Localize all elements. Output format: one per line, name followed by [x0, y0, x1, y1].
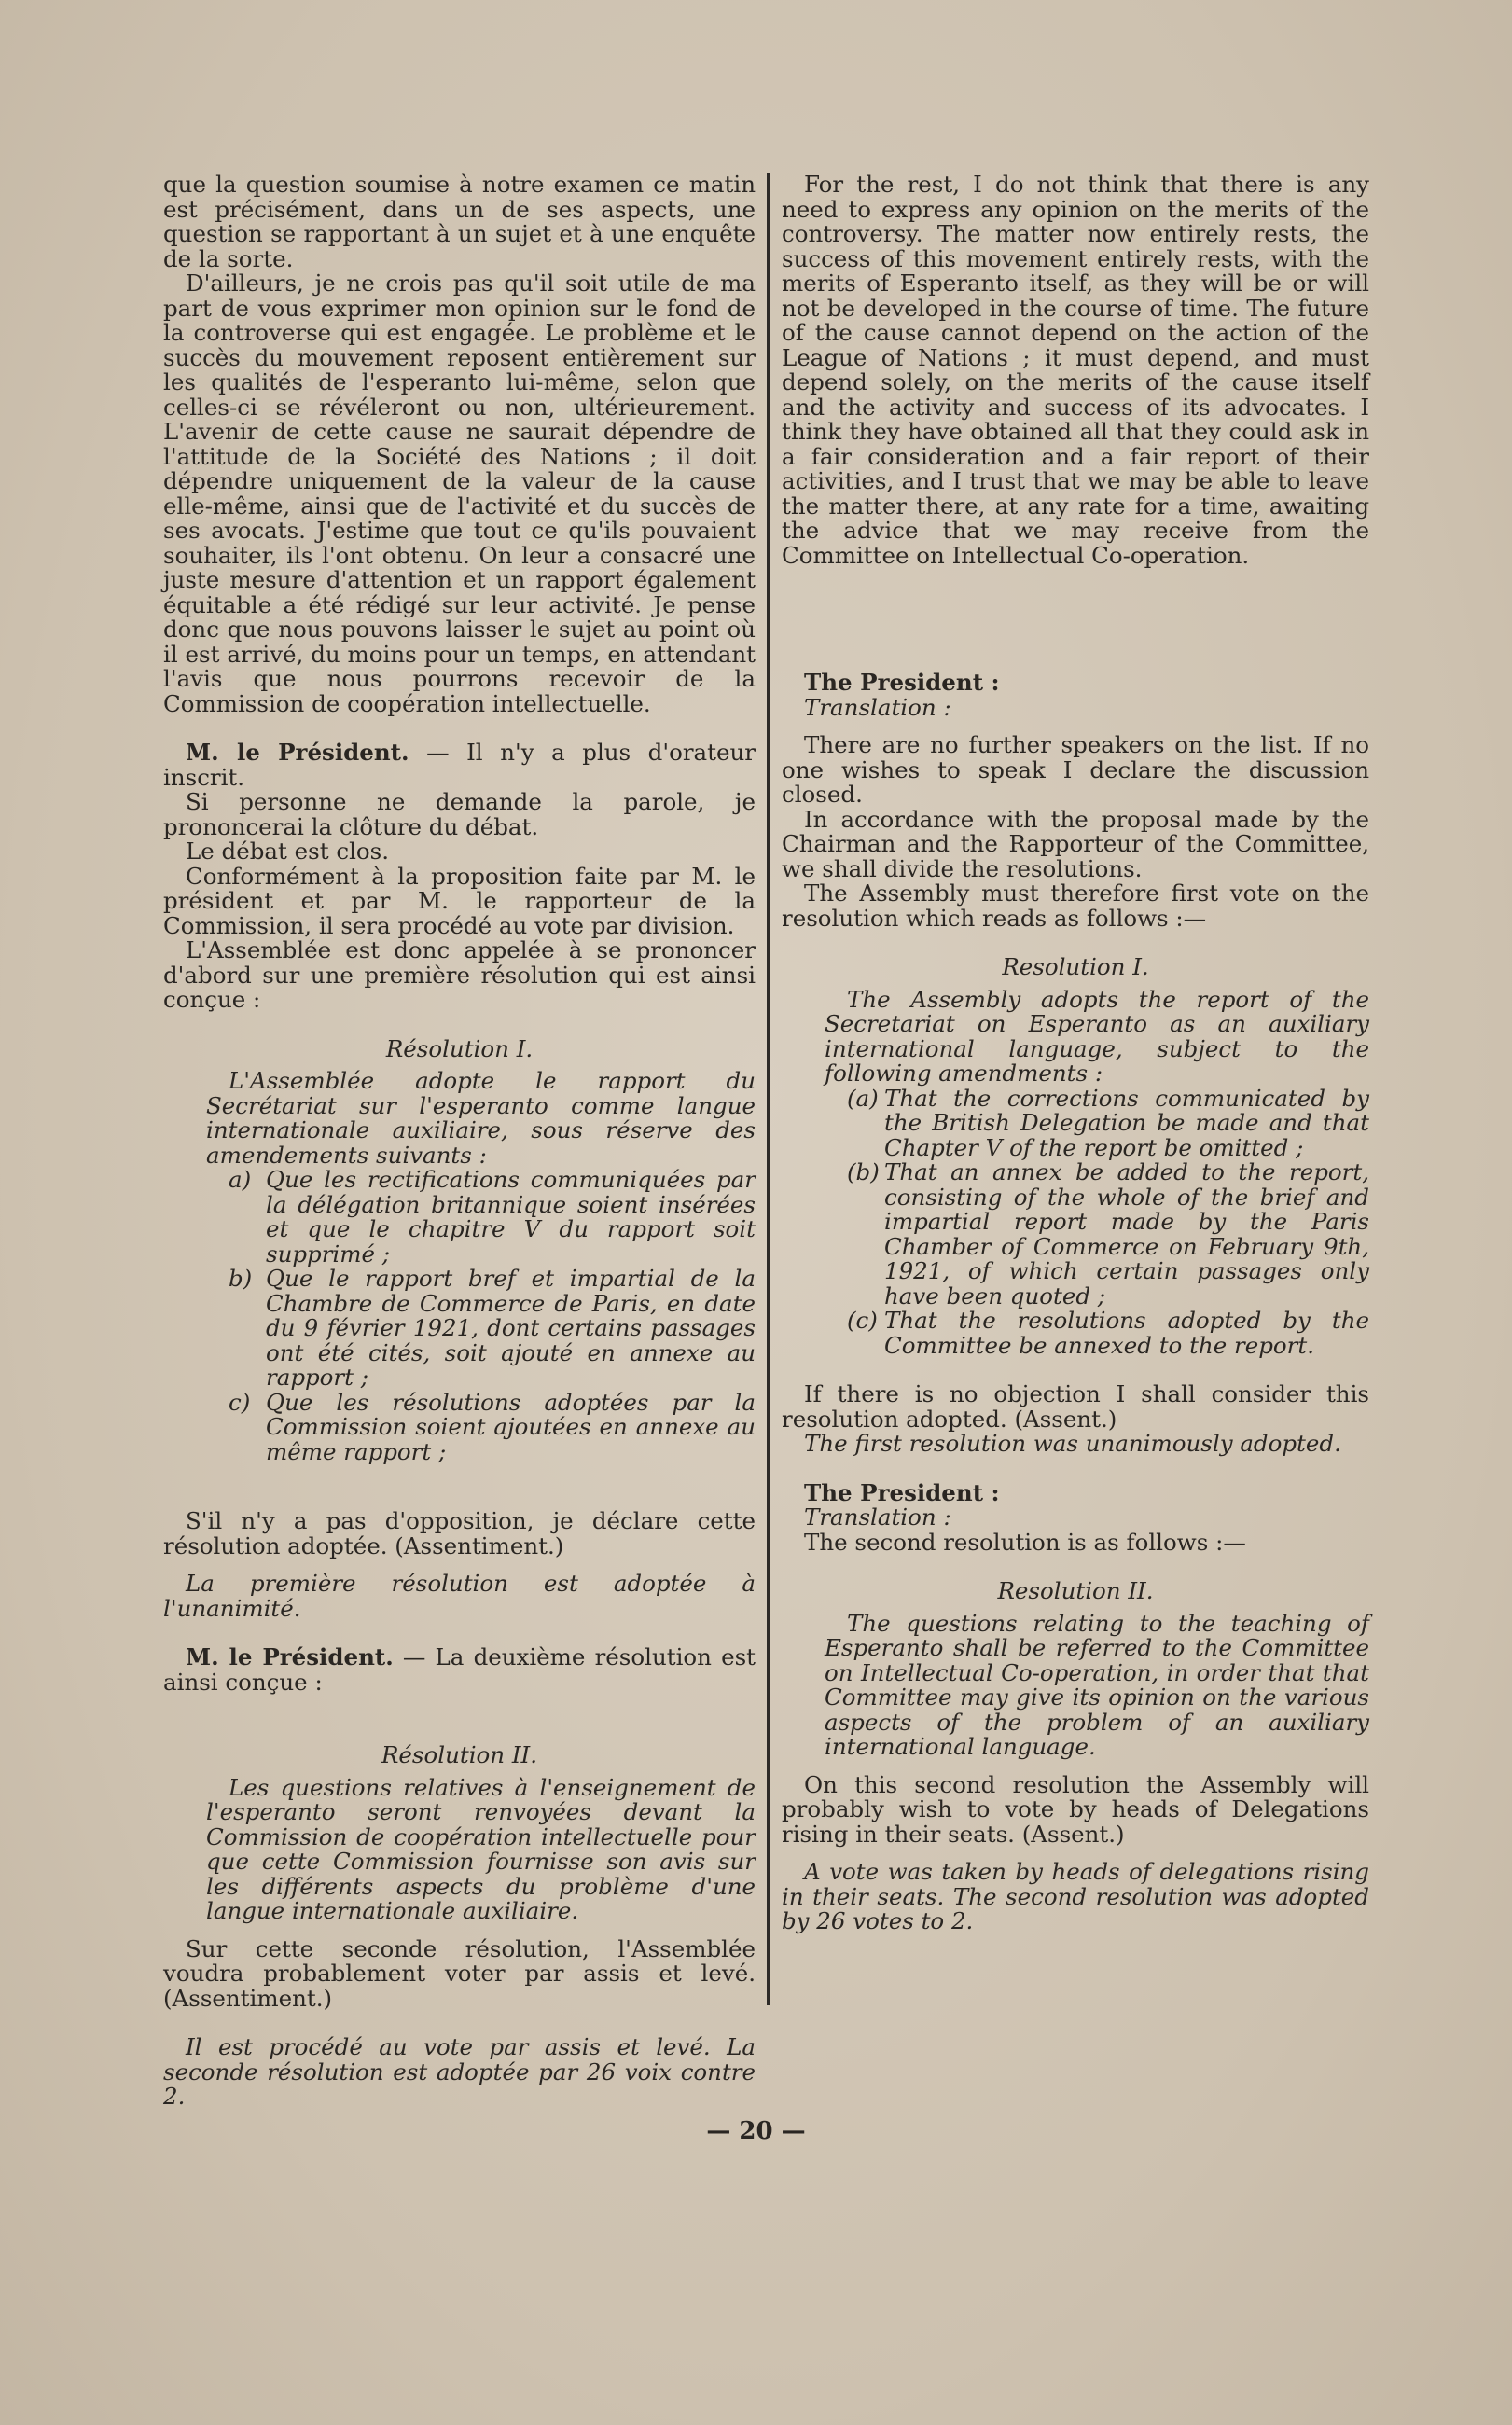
right-amendment-c-label: (c) — [847, 1307, 878, 1334]
right-amendment-b — [847, 1160, 1369, 1309]
left-resolution-2-title: Résolution II. — [381, 1741, 538, 1768]
column-divider — [767, 173, 770, 2005]
left-paragraph-8: Sur cette seconde résolution, l'Assemblée voudra probablement voter par assis et levé. (Assentiment.) — [163, 1934, 756, 2012]
right-paragraph-7: The second resolution is as follows :— — [804, 1528, 1246, 1556]
right-resolution-2-title: Resolution II. — [997, 1577, 1154, 1604]
right-amendment-b-label: (b) — [847, 1158, 880, 1185]
page-number: — 20 — — [706, 2117, 806, 2145]
right-paragraph-6: The first resolution was unanimously adopted. — [804, 1430, 1341, 1457]
left-amendment-a-label: a) — [229, 1166, 252, 1193]
right-translation-label: Translation : — [804, 693, 951, 721]
left-amendment-c — [229, 1388, 756, 1465]
left-resolution-1-title: Résolution I. — [385, 1034, 534, 1062]
right-president-speaker-2: The President : — [804, 1478, 1000, 1506]
left-paragraph-5: L'Assemblée est donc appelée à se prononcer d'abord sur une première résolution qui est ainsi conçue : — [163, 936, 756, 1013]
right-amendment-a-label: (a) — [847, 1084, 879, 1112]
right-paragraph-5: If there is no objection I shall consider this resolution adopted. (Assent.) — [782, 1380, 1369, 1433]
left-resolution-1-intro: L'Assemblée adopte le rapport du Secrétariat sur l'esperanto comme langue internationale auxiliaire, sous réserve des amendements suivants : — [206, 1067, 756, 1169]
left-paragraph-9: Il est procédé au vote par assis et levé. La seconde résolution est adoptée par 26 voix contre 2. — [163, 2033, 756, 2110]
left-amendment-a — [229, 1168, 756, 1267]
right-paragraph-8: On this second resolution the Assembly will probably wish to vote by heads of Delegations rising in their seats. (Assent.) — [782, 1770, 1369, 1848]
right-resolution-2-body: The questions relating to the teaching of Esperanto shall be referred to the Committee on Intellectual Co-operation, in order that that Committee may give its opinion on the various aspects of the problem of an auxiliary international language. — [825, 1609, 1369, 1760]
right-resolution-1-title: Resolution I. — [1002, 953, 1149, 980]
left-paragraph-1: D'ailleurs, je ne crois pas qu'il soit utile de ma part de vous exprimer mon opinion sur le fond de la controverse qui est engagée. Le problème et le succès du mouvement reposent entièrement sur les qualités de l'esperanto lui-même, selon que celles-ci se révéleront ou non, ultérieurement. L'avenir de cette cause ne saurait dépendre de l'attitude de la Société des Nations ; il doit dépendre uniquement de la valeur de la cause elle-même, ainsi que de l'activité et du succès de ses avocats. J'estime que tout ce qu'ils pouvaient souhaiter, ils l'ont obtenu. On leur a consacré une juste mesure d'attention et un rapport également équitable a été rédigé sur leur activité. Je pense donc que nous pouvons laisser le sujet au point où il est arrivé, du moins pour un temps, en attendant l'avis que nous pourrons recevoir de la Commission de coopération intellectuelle. — [163, 270, 756, 717]
right-paragraph-2: There are no further speakers on the list. If no one wishes to speak I declare the discussion closed. — [782, 731, 1369, 808]
left-president-text-2: — La deuxième résolution est ainsi conçue : — [163, 1643, 756, 1696]
left-amendment-b-text: Que le rapport bref et impartial de la Chambre de Commerce de Paris, en date du 9 février 1921, dont certains passages ont été cités, soit ajouté en annexe au rapport ; — [266, 1265, 756, 1391]
left-president-speaker: M. le Président. — [186, 739, 409, 766]
right-paragraph-1: For the rest, I do not think that there is any need to express any opinion on the merits of the controversy. The matter now entirely rests, the success of this movement entirely rests, with the merits of Esperanto itself, as they will be or will not be developed in the course of time. The future of the cause cannot depend on the action of the League of Nations ; it must depend, and must depend solely, on the merits of the cause itself and the activity and success of its advocates. I think they have obtained all that they could ask in a fair consideration and a fair report of their activities, and I trust that we may be able to leave the matter there, at any rate for a time, awaiting the advice that we may receive from the Committee on Intellectual Co-operation. — [782, 171, 1369, 569]
right-paragraph-9: A vote was taken by heads of delegations rising in their seats. The second resolution was adopted by 26 votes to 2. — [782, 1858, 1369, 1934]
left-amendment-a-text: Que les rectifications communiquées par la délégation britannique soient insérées et que le chapitre V du rapport soit supprimé ; — [266, 1166, 756, 1268]
left-amendment-c-label: c) — [229, 1388, 251, 1416]
english-column — [782, 173, 1369, 1934]
french-column — [163, 173, 756, 2110]
left-paragraph-7: La première résolution est adoptée à l'unanimité. — [163, 1570, 756, 1622]
left-amendment-b-label: b) — [229, 1265, 253, 1292]
left-president-line — [163, 741, 756, 790]
left-amendment-b — [229, 1267, 756, 1391]
right-paragraph-3: In accordance with the proposal made by the Chairman and the Rapporteur of the Committee, we shall divide the resolutions. — [782, 805, 1369, 882]
left-intro: que la question soumise à notre examen ce matin est précisément, dans un de ses aspects, une question se rapportant à un sujet et à une enquête de la sorte. — [163, 171, 756, 272]
left-paragraph-4: Conformément à la proposition faite par M. le président et par M. le rapporteur de la Commission, il sera procédé au vote par division. — [163, 862, 756, 939]
left-president-line-2 — [163, 1645, 756, 1695]
right-amendment-c-text: That the resolutions adopted by the Committee be annexed to the report. — [884, 1307, 1369, 1359]
right-president-speaker: The President : — [804, 669, 1000, 696]
right-paragraph-4: The Assembly must therefore first vote on the resolution which reads as follows :— — [782, 880, 1369, 932]
left-paragraph-6: S'il n'y a pas d'opposition, je déclare cette résolution adoptée. (Assentiment.) — [163, 1507, 756, 1559]
left-resolution-2-body: Les questions relatives à l'enseignement de l'esperanto seront renvoyées devant la Commission de coopération intellectuelle pour que cette Commission fournisse son avis sur les différents aspects du problème d'une langue internationale auxiliaire. — [206, 1773, 756, 1924]
right-amendment-a-text: That the corrections communicated by the British Delegation be made and that Chapter V of the report be omitted ; — [884, 1084, 1369, 1161]
right-amendment-b-text: That an annex be added to the report, consisting of the whole of the brief and impartial report made by the Paris Chamber of Commerce on February 9th, 1921, of which certain passages only have been quoted ; — [884, 1158, 1369, 1310]
right-amendment-c — [847, 1309, 1369, 1358]
left-paragraph-2: Si personne ne demande la parole, je prononcerai la clôture du débat. — [163, 788, 756, 840]
right-translation-label-2: Translation : — [804, 1504, 951, 1531]
left-president-text: — Il n'y a plus d'orateur inscrit. — [163, 739, 756, 791]
right-resolution-1-intro: The Assembly adopts the report of the Secretariat on Esperanto as an auxiliary international language, subject to the following amendments : — [825, 985, 1369, 1087]
left-paragraph-3: Le débat est clos. — [186, 838, 390, 865]
left-amendment-c-text: Que les résolutions adoptées par la Commission soient ajoutées en annexe au même rapport ; — [266, 1388, 756, 1465]
left-president-speaker-2: M. le Président. — [186, 1643, 394, 1670]
right-amendment-a — [847, 1084, 1369, 1161]
